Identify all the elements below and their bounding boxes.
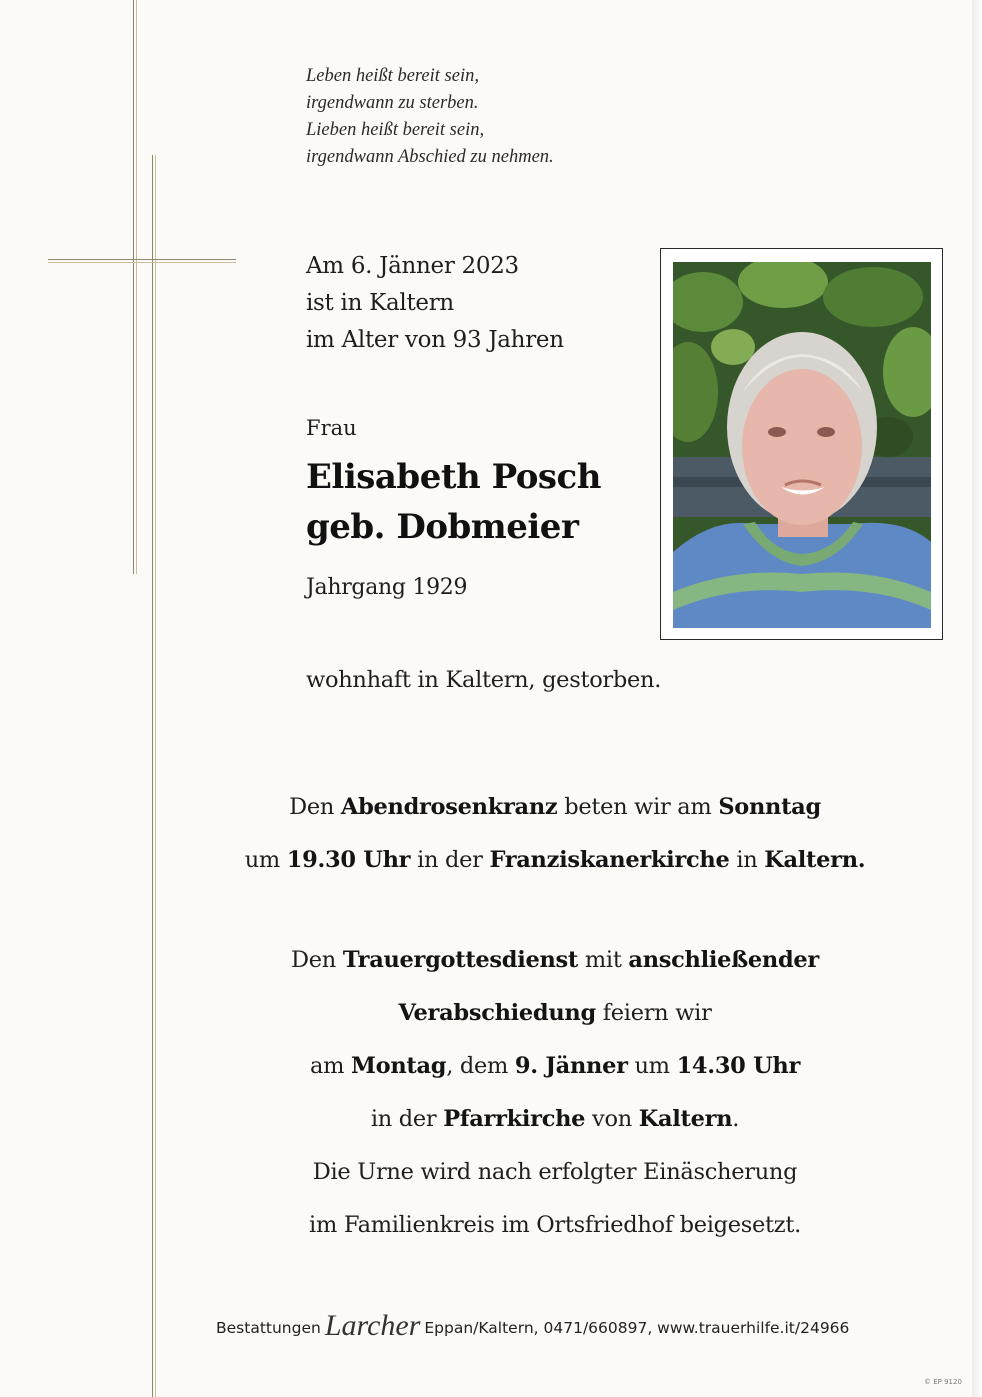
name-line: Elisabeth Posch — [306, 457, 601, 497]
rosary-line-1 — [170, 781, 940, 834]
honorific: Frau — [306, 416, 357, 440]
event-detail: anschließender — [628, 947, 819, 973]
text: feiern wir — [595, 1000, 712, 1026]
event-time: 19.30 Uhr — [286, 847, 411, 873]
intro-line: Am 6. Jänner 2023 — [306, 253, 519, 279]
text: Den — [289, 794, 341, 820]
text: Den — [291, 947, 343, 973]
quote-line: Lieben heißt bereit sein, — [306, 120, 485, 140]
rosary-notice — [170, 781, 940, 887]
portrait-illustration — [673, 262, 931, 628]
intro-line: ist in Kaltern — [306, 290, 454, 316]
funeral-service-notice — [170, 934, 940, 1252]
event-location: Pfarrkirche — [443, 1106, 586, 1132]
death-announcement — [306, 248, 564, 359]
event-detail: Verabschiedung — [398, 1000, 596, 1026]
memorial-quote — [306, 63, 554, 171]
quote-line: irgendwann Abschied zu nehmen. — [306, 147, 554, 167]
event-town: Kaltern — [638, 1106, 733, 1132]
event-town: Kaltern. — [764, 847, 866, 873]
service-line-4 — [170, 1093, 940, 1146]
service-line-3 — [170, 1040, 940, 1093]
cross-horizontal-line-gold — [48, 262, 236, 263]
maiden-name-line: geb. Dobmeier — [306, 507, 579, 547]
cross-vertical-line-2-gold — [155, 155, 156, 1397]
quote-line: irgendwann zu sterben. — [306, 93, 479, 113]
cross-vertical-line — [133, 0, 134, 574]
text: am — [309, 1053, 351, 1079]
intro-line: im Alter von 93 Jahren — [306, 327, 564, 353]
text: um — [627, 1053, 677, 1079]
event-time: 14.30 Uhr — [676, 1053, 801, 1079]
event-day: Montag — [351, 1053, 447, 1079]
text: in der — [410, 847, 490, 873]
deceased-name — [306, 452, 601, 552]
text: in der — [370, 1106, 444, 1132]
text: beten wir am — [557, 794, 719, 820]
service-line-6: im Familienkreis im Ortsfriedhof beigesetzt. — [309, 1212, 801, 1238]
cross-vertical-line-gold — [136, 0, 137, 574]
cross-horizontal-line — [48, 259, 236, 260]
event-day: Sonntag — [718, 794, 821, 820]
portrait-frame — [660, 248, 943, 640]
text: in — [729, 847, 765, 873]
cross-vertical-line-2 — [152, 155, 153, 1397]
text: . — [732, 1106, 740, 1132]
footer-contact: Eppan/Kaltern, 0471/660897, www.trauerhilfe.it/24966 — [424, 1319, 850, 1337]
text: von — [585, 1106, 639, 1132]
portrait-photo — [673, 262, 931, 628]
service-line-5: Die Urne wird nach erfolgter Einäscherung — [312, 1159, 798, 1185]
page-edge-shadow — [972, 0, 982, 1397]
text: mit — [578, 947, 629, 973]
event-name: Trauergottesdienst — [342, 947, 579, 973]
text: , dem — [446, 1053, 515, 1079]
birth-year: Jahrgang 1929 — [306, 575, 468, 600]
funeral-home-logo: Larcher — [324, 1309, 421, 1342]
service-line-1 — [170, 934, 940, 987]
event-date: 9. Jänner — [514, 1053, 628, 1079]
print-code: © EP 9120 — [924, 1378, 962, 1386]
text: um — [244, 847, 287, 873]
residence-line: wohnhaft in Kaltern, gestorben. — [306, 667, 662, 693]
rosary-line-2 — [170, 834, 940, 887]
footer-prefix: Bestattungen — [216, 1319, 321, 1337]
event-name: Abendrosenkranz — [340, 794, 558, 820]
quote-line: Leben heißt bereit sein, — [306, 66, 479, 86]
funeral-home-footer — [216, 1307, 849, 1341]
service-line-2 — [170, 987, 940, 1040]
event-location: Franziskanerkirche — [489, 847, 730, 873]
